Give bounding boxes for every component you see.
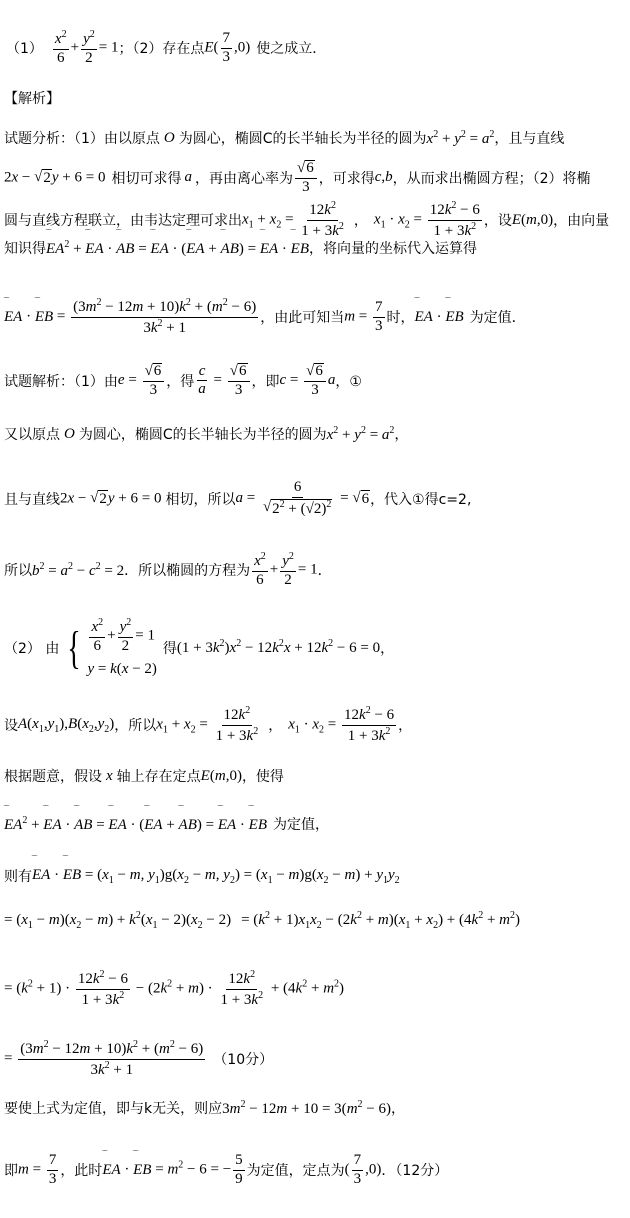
answer-end: 使之成立． <box>256 41 327 58</box>
ellipse-equation: $\frac{x^2}{6}$ + $\frac{y^2}{2}$ = 1 <box>54 29 119 66</box>
analysis-header: 【解析】 <box>4 91 60 107</box>
fixed-point: E( $\frac{7}{3}$ ,0) <box>204 30 251 65</box>
solution-line-5: （2） 由 { $\frac{x^2}{6}$ + $\frac{y^2}{2}$ = 1 y = k(x − 2) 得 $(1 + 3k^2)x^2 - 12k^2x + 12k^2 - 6 = 0$ ， <box>4 617 395 677</box>
solution-line-8: ‾‾ $EA^2$ + ‾‾ EA · ‾‾ AB = ‾‾ EA · (‾‾ EA + ‾‾ AB) = ‾‾ EA · ‾‾ EB 为定值， <box>4 814 329 834</box>
solution-line-13: 要使上式为定值，即与k无关，则应 $3m^2 - 12m + 10 = 3(m^2 - 6)$ ， <box>4 1098 405 1117</box>
solution-line-10: = $(x_1 - m)(x_2 - m) + k^2(x_1 - 2)(x_2 - 2) = (k^2 + 1)x_1x_2 - (2k^2 + m)(x_1 + x_2) + (4k^2 + m^2)$ <box>4 910 520 931</box>
solution-line-6: 设 $A(x_1,y_1),B(x_2,y_2)$ ，所以 $x_1 + x_2$ = $\frac{12k^2}{1 + 3k^2}$ ， $x_1 \cdot x_2$ = $\frac{12k^2 - 6}{1 + 3k^2}$ ， <box>4 705 413 744</box>
analysis-line-2: 2x − √ 2 y + 6 = 0 相切可求得 a ，再由离心率为 √ 6 3 ，可求得 c , b ，从而求出椭圆方程；（2）将椭 <box>4 159 591 195</box>
answer-part1-label: （1） <box>6 41 43 58</box>
solution-line-1: 试题解析：（1）由 e = √ 6 3 ，得 $\frac{c}{a}$ = √ 6 3 ，即 c = √ 6 3 a ，① <box>4 362 362 398</box>
answer-line <box>6 30 326 67</box>
solution-line-12: = $\frac{(3m^2 - 12m + 10)k^2 + (m^2 - 6)}{3k^2 + 1}$ （10分） <box>4 1039 274 1078</box>
solution-line-2: 又以原点 O 为圆心，椭圆C的长半轴长为半径的圆为 $x^2 + y^2 = a^2$ ， <box>4 424 409 443</box>
solution-line-4: 所以 $b^2 = a^2 - c^2 = 2$ ．所以椭圆的方程为 $\frac{x^2}{6}$ + $\frac{y^2}{2}$ = 1 ． <box>4 551 332 588</box>
solution-line-9: 则有 ‾‾ EA · ‾‾ EB = ($x_1 - m$, $y_1)g(x_2 - m$, $y_2) = (x_1 - m)g(x_2 - m) + y_1y_2$ <box>4 866 400 886</box>
solution-line-11: = $(k^2 + 1)$ · $\frac{12k^2 - 6}{1 + 3k^2}$ − $(2k^2 + m)$ · $\frac{12k^2}{1 + 3k^2}$ + $(4k^2 + m^2)$ <box>4 969 345 1008</box>
analysis-line-3: 圆与直线方程联立，由韦达定理可求出 $x_1 + x_2$ = $\frac{12k^2}{1 + 3k^2}$ ， $x_1 \cdot x_2$ = $\frac{12k^2 - 6}{1 + 3k^2}$ ，设 E(m,0) ，由向量 <box>4 200 610 239</box>
solution-line-3: 且与直线 2x − √ 2 y + 6 = 0 相切，所以 a = 6 √ $2^2 + (√2)^2$ = √ 6 ，代入①得c=2, <box>4 479 472 517</box>
solution-line-14: 即 m = $\frac{7}{3}$ ，此时 ‾‾ EA · ‾‾ EB = $m^2 - 6$ = − $\frac{5}{9}$ 为定值，定点为 ( $\frac{7}{3}$ ,0) ．（12分） <box>4 1153 448 1188</box>
solution-line-7: 根据题意，假设 x 轴上存在定点 E(m,0) ，使得 <box>4 767 284 785</box>
analysis-line-5: ‾‾ EA · ‾‾ EB = $\frac{(3m^2 - 12m + 10)k^2 + (m^2 - 6)}{3k^2 + 1}$ ，由此可知当 m = $\frac{7}{3}$ 时， ‾‾ EA · ‾‾ EB 为定值． <box>4 298 526 337</box>
analysis-line-4: 知识得 ‾‾ $EA^2$ + ‾‾ EA · ‾‾ AB = ‾‾ EA · (‾‾ EA + ‾‾ AB) = ‾‾ EA · ‾‾ EB ，将向量的坐标代入运算得 <box>4 238 477 258</box>
answer-separator: ；（2）存在点 <box>118 41 205 58</box>
analysis-line-1: 试题分析：（1）由以原点 O 为圆心，椭圆C的长半轴长为半径的圆为 $x^2 + y^2 = a^2$ ，且与直线 <box>4 128 565 147</box>
